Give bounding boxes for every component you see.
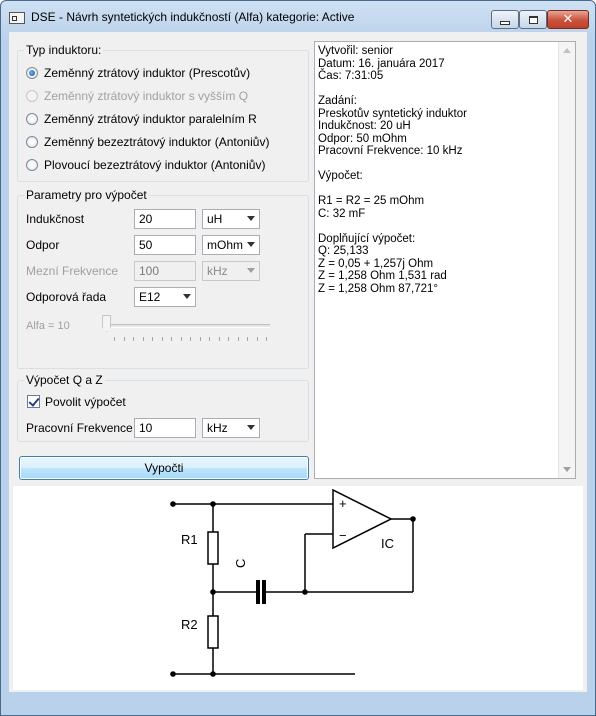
minimize-button[interactable] xyxy=(491,10,519,29)
slider-tick xyxy=(209,337,210,341)
slider-tick xyxy=(247,337,248,341)
maximize-button[interactable] xyxy=(519,10,547,29)
freq-unit-value: kHz xyxy=(207,421,228,435)
chevron-down-icon xyxy=(247,216,255,221)
schematic-svg xyxy=(13,486,583,690)
series-label: Odporová řada xyxy=(26,290,107,304)
plus-label: + xyxy=(339,496,347,511)
radio-parallel-r[interactable] xyxy=(26,111,257,127)
minus-label: − xyxy=(339,528,347,543)
freq-label: Pracovní Frekvence xyxy=(26,421,133,435)
slider-tick xyxy=(200,337,201,341)
terminal-dot-bottom xyxy=(170,671,176,677)
slider-tick xyxy=(266,337,267,341)
radio-antoniou-grounded[interactable] xyxy=(26,134,269,150)
minimize-icon xyxy=(500,21,510,25)
inductance-unit-value: uH xyxy=(207,212,223,226)
output-text: Vytvořil: senior Datum: 16. januára 2017 Čas: 7:31:05 Zadání: Preskotův syntetický induktor Indukčnost: 20 uH Odpor: 50 mOhm Pracovní Frekvence: 10 kHz Výpočet: R1 = R2 = 25 mOhm C: 32 mF Doplňující výpočet: Q: 25,133 Z = 0,05 + 1,257j Ohm Z = 1,258 Ohm 1,531 rad Z = 1,258 Ohm 87,721° xyxy=(318,45,467,295)
radio-button-disabled xyxy=(26,90,38,102)
cutoff-label: Mezní Frekvence xyxy=(26,264,119,278)
junction-dot xyxy=(210,589,216,595)
cutoff-input: 100 xyxy=(134,261,196,281)
parameters-group xyxy=(17,188,309,369)
slider-tick xyxy=(162,337,163,341)
cutoff-unit-select xyxy=(202,261,260,281)
title-bar[interactable] xyxy=(1,1,595,31)
cutoff-unit-value: kHz xyxy=(207,264,228,278)
radio-button[interactable] xyxy=(26,113,38,125)
series-select[interactable] xyxy=(134,287,196,307)
alfa-slider-track xyxy=(106,324,270,328)
slider-tick xyxy=(124,337,125,341)
chevron-down-icon xyxy=(247,268,255,273)
resistance-unit-value: mOhm xyxy=(207,238,243,252)
slider-tick xyxy=(181,337,182,341)
maximize-icon xyxy=(529,16,538,24)
slider-tick xyxy=(238,337,239,341)
slider-tick xyxy=(228,337,229,341)
enable-label: Povolit výpočet xyxy=(45,395,126,409)
radio-prescot[interactable] xyxy=(26,65,250,81)
radio-button[interactable] xyxy=(26,159,38,171)
qz-group xyxy=(17,373,309,442)
parameters-legend: Parametry pro výpočet xyxy=(26,188,147,202)
slider-tick xyxy=(257,337,258,341)
inductance-label: Indukčnost xyxy=(26,212,85,226)
resistance-unit-select[interactable] xyxy=(202,235,260,255)
c-label: C xyxy=(233,558,248,568)
inductor-type-group xyxy=(17,43,309,182)
slider-tick xyxy=(114,337,115,341)
junction-dot xyxy=(410,516,416,522)
scroll-down-icon[interactable] xyxy=(563,467,571,472)
slider-tick xyxy=(133,337,134,341)
radio-label: Zeměnný ztrátový induktor paralelním R xyxy=(44,112,257,126)
radio-higher-q xyxy=(26,88,248,104)
chevron-down-icon xyxy=(247,425,255,430)
output-scrollbar[interactable] xyxy=(558,42,575,478)
slider-tick xyxy=(190,337,191,341)
ic-label: IC xyxy=(381,536,394,551)
radio-button-selected[interactable] xyxy=(26,67,38,79)
alfa-slider-thumb[interactable] xyxy=(102,315,111,332)
alfa-label: Alfa = 10 xyxy=(26,320,70,332)
radio-label: Plovoucí bezeztrátový induktor (Antoniův) xyxy=(44,158,266,172)
slider-tick xyxy=(152,337,153,341)
r1-label: R1 xyxy=(181,532,198,547)
slider-tick xyxy=(171,337,172,341)
radio-label: Zeměnný bezeztrátový induktor (Antoniův) xyxy=(44,135,270,149)
capacitor-c xyxy=(258,580,264,604)
app-icon[interactable] xyxy=(9,12,25,24)
radio-label: Zeměnný ztrátový induktor s vyšším Q xyxy=(44,89,249,103)
radio-label: Zeměnný ztrátový induktor (Prescotův) xyxy=(44,66,251,80)
resistance-label: Odpor xyxy=(26,238,60,252)
junction-dot xyxy=(210,671,216,677)
freq-unit-select[interactable] xyxy=(202,418,260,438)
freq-input[interactable]: 10 xyxy=(134,418,196,438)
terminal-dot-top xyxy=(170,501,176,507)
inductor-type-legend: Typ induktoru: xyxy=(26,43,102,57)
window-title: DSE - Návrh syntetických indukčností (Alfa) kategorie: Active xyxy=(31,10,355,24)
chevron-down-icon xyxy=(247,242,255,247)
close-icon: ✕ xyxy=(562,12,574,27)
chevron-down-icon xyxy=(183,294,191,299)
compute-button[interactable]: Vypočti xyxy=(19,456,309,480)
r1-resistor xyxy=(208,532,218,564)
client-area xyxy=(9,32,587,692)
radio-antoniou-floating[interactable] xyxy=(26,157,265,173)
close-button[interactable] xyxy=(547,10,589,29)
junction-dot xyxy=(302,589,308,595)
series-value: E12 xyxy=(139,290,161,304)
qz-legend: Výpočet Q a Z xyxy=(26,373,103,387)
r2-resistor xyxy=(208,616,218,648)
r2-label: R2 xyxy=(181,617,198,632)
output-textbox[interactable] xyxy=(314,41,576,479)
circuit-schematic xyxy=(13,486,583,690)
resistance-input[interactable]: 50 xyxy=(134,235,196,255)
radio-button[interactable] xyxy=(26,136,38,148)
inductance-input[interactable]: 20 xyxy=(134,209,196,229)
junction-dot xyxy=(210,501,216,507)
scroll-up-icon[interactable] xyxy=(563,48,571,53)
enable-checkbox[interactable] xyxy=(27,395,40,408)
slider-tick xyxy=(143,337,144,341)
slider-tick xyxy=(219,337,220,341)
inductance-unit-select[interactable] xyxy=(202,209,260,229)
